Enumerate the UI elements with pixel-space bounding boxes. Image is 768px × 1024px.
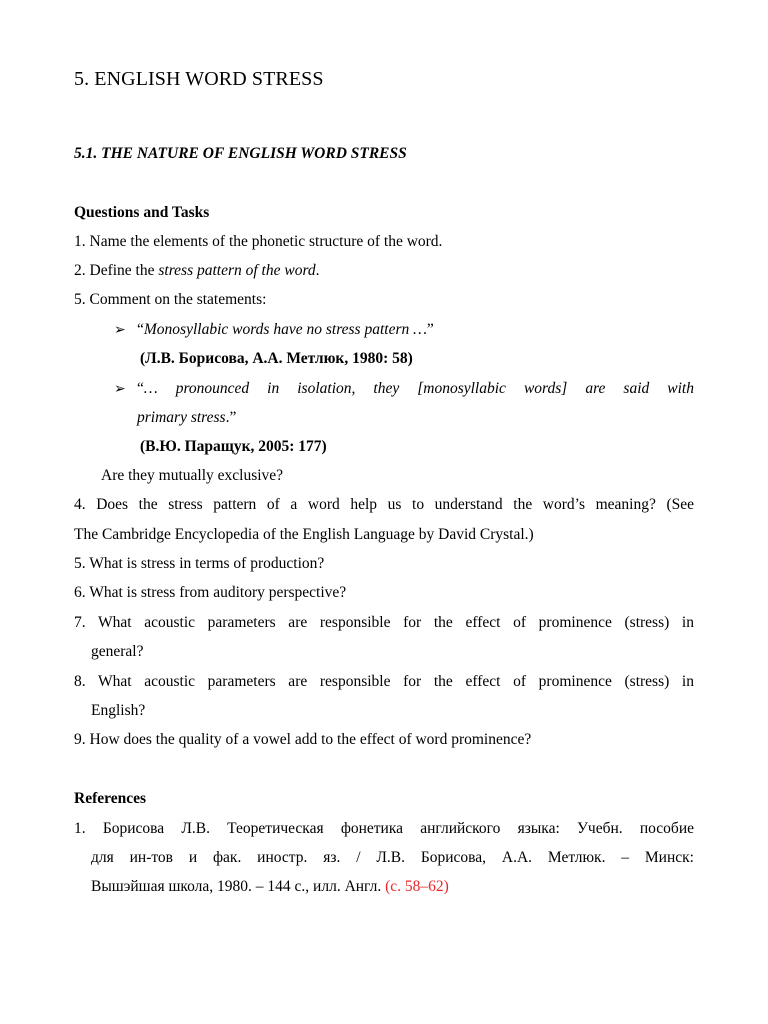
- question-4-line-1: 4. Does the stress pattern of a word help us to understand the word’s meaning? (See: [74, 496, 694, 513]
- question-2-suffix: .: [315, 262, 320, 279]
- quote-2-line-1: [137, 380, 694, 398]
- quote-2-text-1: … pronounced in isolation, they [monosyllabic words] are said with: [143, 380, 694, 397]
- question-2-term: stress pattern of the word: [158, 262, 316, 279]
- quote-1-open: “: [137, 321, 144, 338]
- reference-1-pages: (с. 58–62): [385, 878, 449, 895]
- quote-2-line-2: [137, 409, 236, 427]
- reference-1-publisher: Вышэйшая школа, 1980. – 144 с., илл. Англ.: [91, 878, 382, 895]
- question-5-production: 5. What is stress in terms of production?: [74, 555, 325, 572]
- citation-1: (Л.В. Борисова, А.А. Метлюк, 1980: 58): [140, 350, 413, 367]
- question-9: 9. How does the quality of a vowel add to the effect of word prominence?: [74, 731, 532, 748]
- section-heading: 5.1. THE NATURE OF ENGLISH WORD STRESS: [74, 145, 407, 162]
- quote-2-open: “: [137, 380, 144, 397]
- references-title: References: [74, 790, 147, 807]
- reference-1-line-1: 1. Борисова Л.В. Теоретическая фонетика английского языка: Учебн. пособие: [74, 820, 694, 837]
- quote-1-text: Monosyllabic words have no stress pattern …: [143, 321, 427, 338]
- question-8-line-1: 8. What acoustic parameters are responsible for the effect of prominence (stress) in: [74, 673, 694, 690]
- citation-2: (В.Ю. Паращук, 2005: 177): [140, 438, 327, 455]
- quote-2-text-2: primary stress: [137, 409, 226, 426]
- arrow-bullet-icon: ➢: [114, 323, 126, 338]
- quote-1: [137, 321, 434, 339]
- quote-2-close: .”: [225, 409, 237, 426]
- question-2-prefix: 2. Define the: [74, 262, 159, 279]
- question-4-line-2: The Cambridge Encyclopedia of the English Language by David Crystal.): [74, 526, 534, 543]
- question-7-line-2: general?: [91, 643, 144, 660]
- arrow-bullet-icon: ➢: [114, 382, 126, 397]
- question-2: [74, 262, 320, 280]
- question-6: 6. What is stress from auditory perspective?: [74, 584, 347, 601]
- question-1: 1. Name the elements of the phonetic structure of the word.: [74, 233, 443, 250]
- reference-1-line-3: [91, 878, 449, 896]
- reference-1-line-2: для ин-тов и фак. иностр. яз. / Л.В. Борисова, А.А. Метлюк. – Минск:: [91, 849, 694, 866]
- question-7-line-1: 7. What acoustic parameters are responsible for the effect of prominence (stress) in: [74, 614, 694, 631]
- question-8-line-2: English?: [91, 702, 146, 719]
- question-5-comment: 5. Comment on the statements:: [74, 291, 267, 308]
- chapter-heading: 5. ENGLISH WORD STRESS: [74, 68, 324, 90]
- questions-title: Questions and Tasks: [74, 204, 210, 221]
- quote-1-close: ”: [426, 321, 434, 338]
- mutual-question: Are they mutually exclusive?: [101, 467, 284, 484]
